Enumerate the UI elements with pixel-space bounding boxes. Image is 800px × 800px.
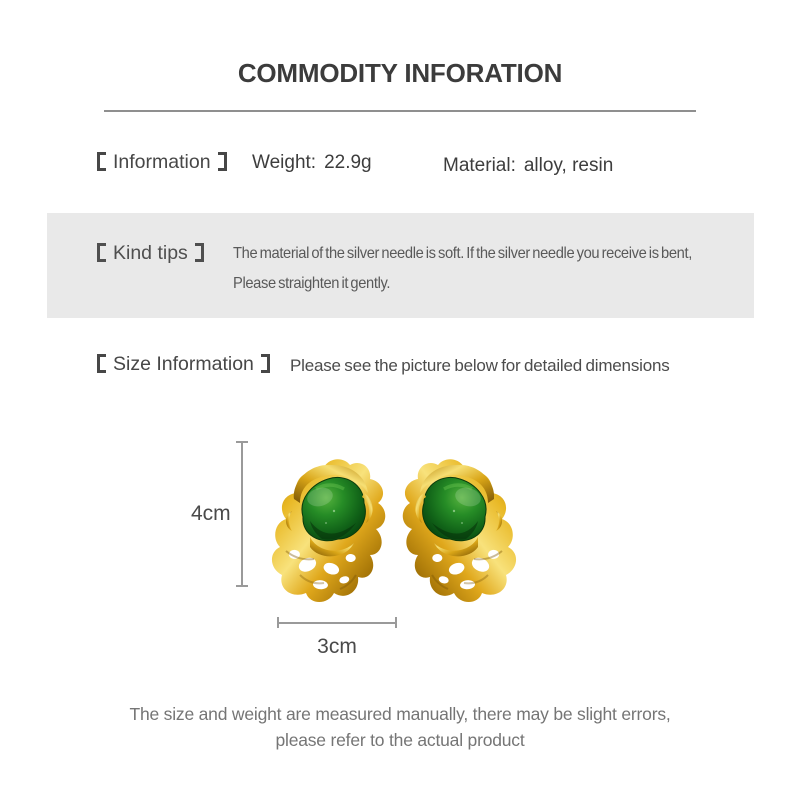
height-dimension-label: 4cm xyxy=(191,502,231,525)
left-lenticular-bracket-icon xyxy=(97,152,108,171)
width-dimension-cap-right xyxy=(395,617,397,628)
title-divider xyxy=(104,110,696,112)
size-information-label-text: Size Information xyxy=(113,353,254,375)
footer-line-2: please refer to the actual product xyxy=(275,730,525,750)
kind-tips-box xyxy=(47,213,754,318)
material-value: alloy, resin xyxy=(523,155,614,176)
height-dimension-cap-bottom xyxy=(236,585,248,587)
size-information-section-label xyxy=(97,353,270,376)
page-title: COMMODITY INFORATION xyxy=(237,58,563,88)
kind-tips-section-label xyxy=(97,242,204,265)
width-dimension-label: 3cm xyxy=(317,635,357,658)
footer-line-1: The size and weight are measured manually, there may be slight errors, xyxy=(129,704,671,724)
kind-tips-line-2: Please straighten it gently. xyxy=(233,275,391,292)
footer-note xyxy=(0,701,800,753)
kind-tips-label-text: Kind tips xyxy=(113,242,188,264)
height-dimension-cap-top xyxy=(236,441,248,443)
right-lenticular-bracket-icon xyxy=(259,354,270,373)
width-dimension-line xyxy=(277,622,397,624)
weight-field xyxy=(252,152,372,174)
left-lenticular-bracket-icon xyxy=(97,354,108,373)
material-label: Material: xyxy=(443,155,516,176)
width-dimension-cap-left xyxy=(277,617,279,628)
right-lenticular-bracket-icon xyxy=(216,152,227,171)
size-information-description: Please see the picture below for detailed dimensions xyxy=(290,356,670,375)
kind-tips-line-1: The material of the silver needle is soft. If the silver needle you receive is bent, xyxy=(233,245,692,262)
left-lenticular-bracket-icon xyxy=(97,243,108,262)
right-lenticular-bracket-icon xyxy=(193,243,204,262)
height-dimension-line xyxy=(241,442,243,587)
information-label-text: Information xyxy=(113,151,211,173)
weight-label: Weight: xyxy=(252,152,317,173)
material-field xyxy=(443,155,613,177)
weight-value: 22.9g xyxy=(324,152,372,173)
earrings-photo xyxy=(268,452,520,608)
information-section-label xyxy=(97,151,227,174)
